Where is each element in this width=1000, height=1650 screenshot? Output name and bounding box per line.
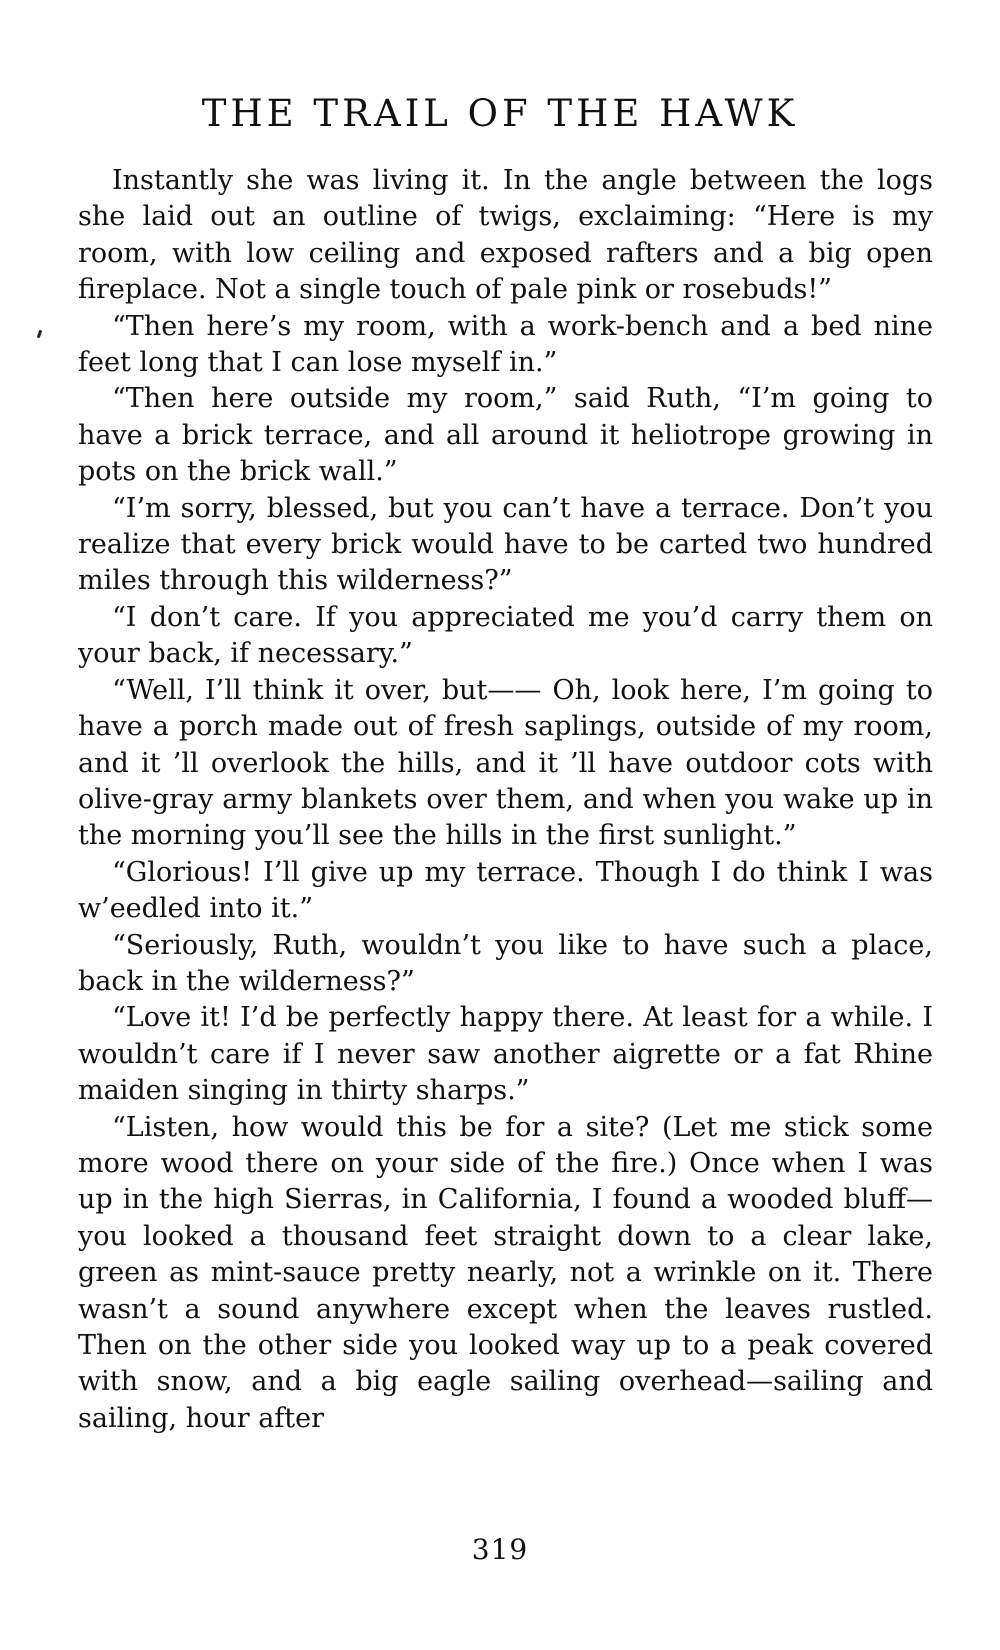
- paragraph: “Love it! I’d be perfectly happy there. At least for a while. I wouldn’t care if I never saw another aigrette or a fat Rhine maiden singing in thirty sharps.”: [78, 1002, 933, 1107]
- running-title: THE TRAIL OF THE HAWK: [201, 92, 799, 135]
- paragraph: “Then here outside my room,” said Ruth, “I’m going to have a brick terrace, and all around it heliotrope growing in pots on the brick wall.”: [78, 383, 933, 488]
- paragraph: “Listen, how would this be for a site? (Let me stick some more wood there on your side of the fire.) Once when I was up in the high Sierras, in California, I found a wooded bluff—you looked a thousand feet straight down to a clear lake, green as mint-sauce pretty nearly, not a wrinkle on it. There wasn’t a sound anywhere except when the leaves rustled. Then on the other side you looked way up to a peak covered with snow, and a big eagle sailing overhead—sailing and sailing, hour after: [78, 1111, 933, 1434]
- page-number: 319: [471, 1533, 529, 1566]
- paragraph: “Well, I’ll think it over, but—— Oh, look here, I’m going to have a porch made out of fresh saplings, outside of my room, and it ’ll overlook the hills, and it ’ll have outdoor cots with olive-gray army blankets over them, and when you wake up in the morning you’ll see the hills in the first sunlight.”: [78, 674, 933, 852]
- body-text: [78, 163, 933, 1437]
- stray-ink-mark: [37, 330, 43, 339]
- paragraph: Instantly she was living it. In the angle between the logs she laid out an outline of twigs, exclaiming: “Here is my room, with low ceiling and exposed rafters and a big open fireplace. Not a single touch of pale pink or rosebuds!”: [78, 165, 933, 306]
- paragraph: “Then here’s my room, with a work-bench and a bed nine feet long that I can lose myself in.”: [78, 310, 933, 379]
- paragraph: “I’m sorry, blessed, but you can’t have a terrace. Don’t you realize that every brick would have to be carted two hundred miles through this wilderness?”: [78, 492, 933, 597]
- paragraph: “I don’t care. If you appreciated me you’d carry them on your back, if necessary.”: [78, 601, 933, 670]
- paragraph: “Seriously, Ruth, wouldn’t you like to have such a place, back in the wilderness?”: [78, 929, 933, 997]
- paragraph: “Glorious! I’ll give up my terrace. Though I do think I was w’eedled into it.”: [78, 856, 933, 925]
